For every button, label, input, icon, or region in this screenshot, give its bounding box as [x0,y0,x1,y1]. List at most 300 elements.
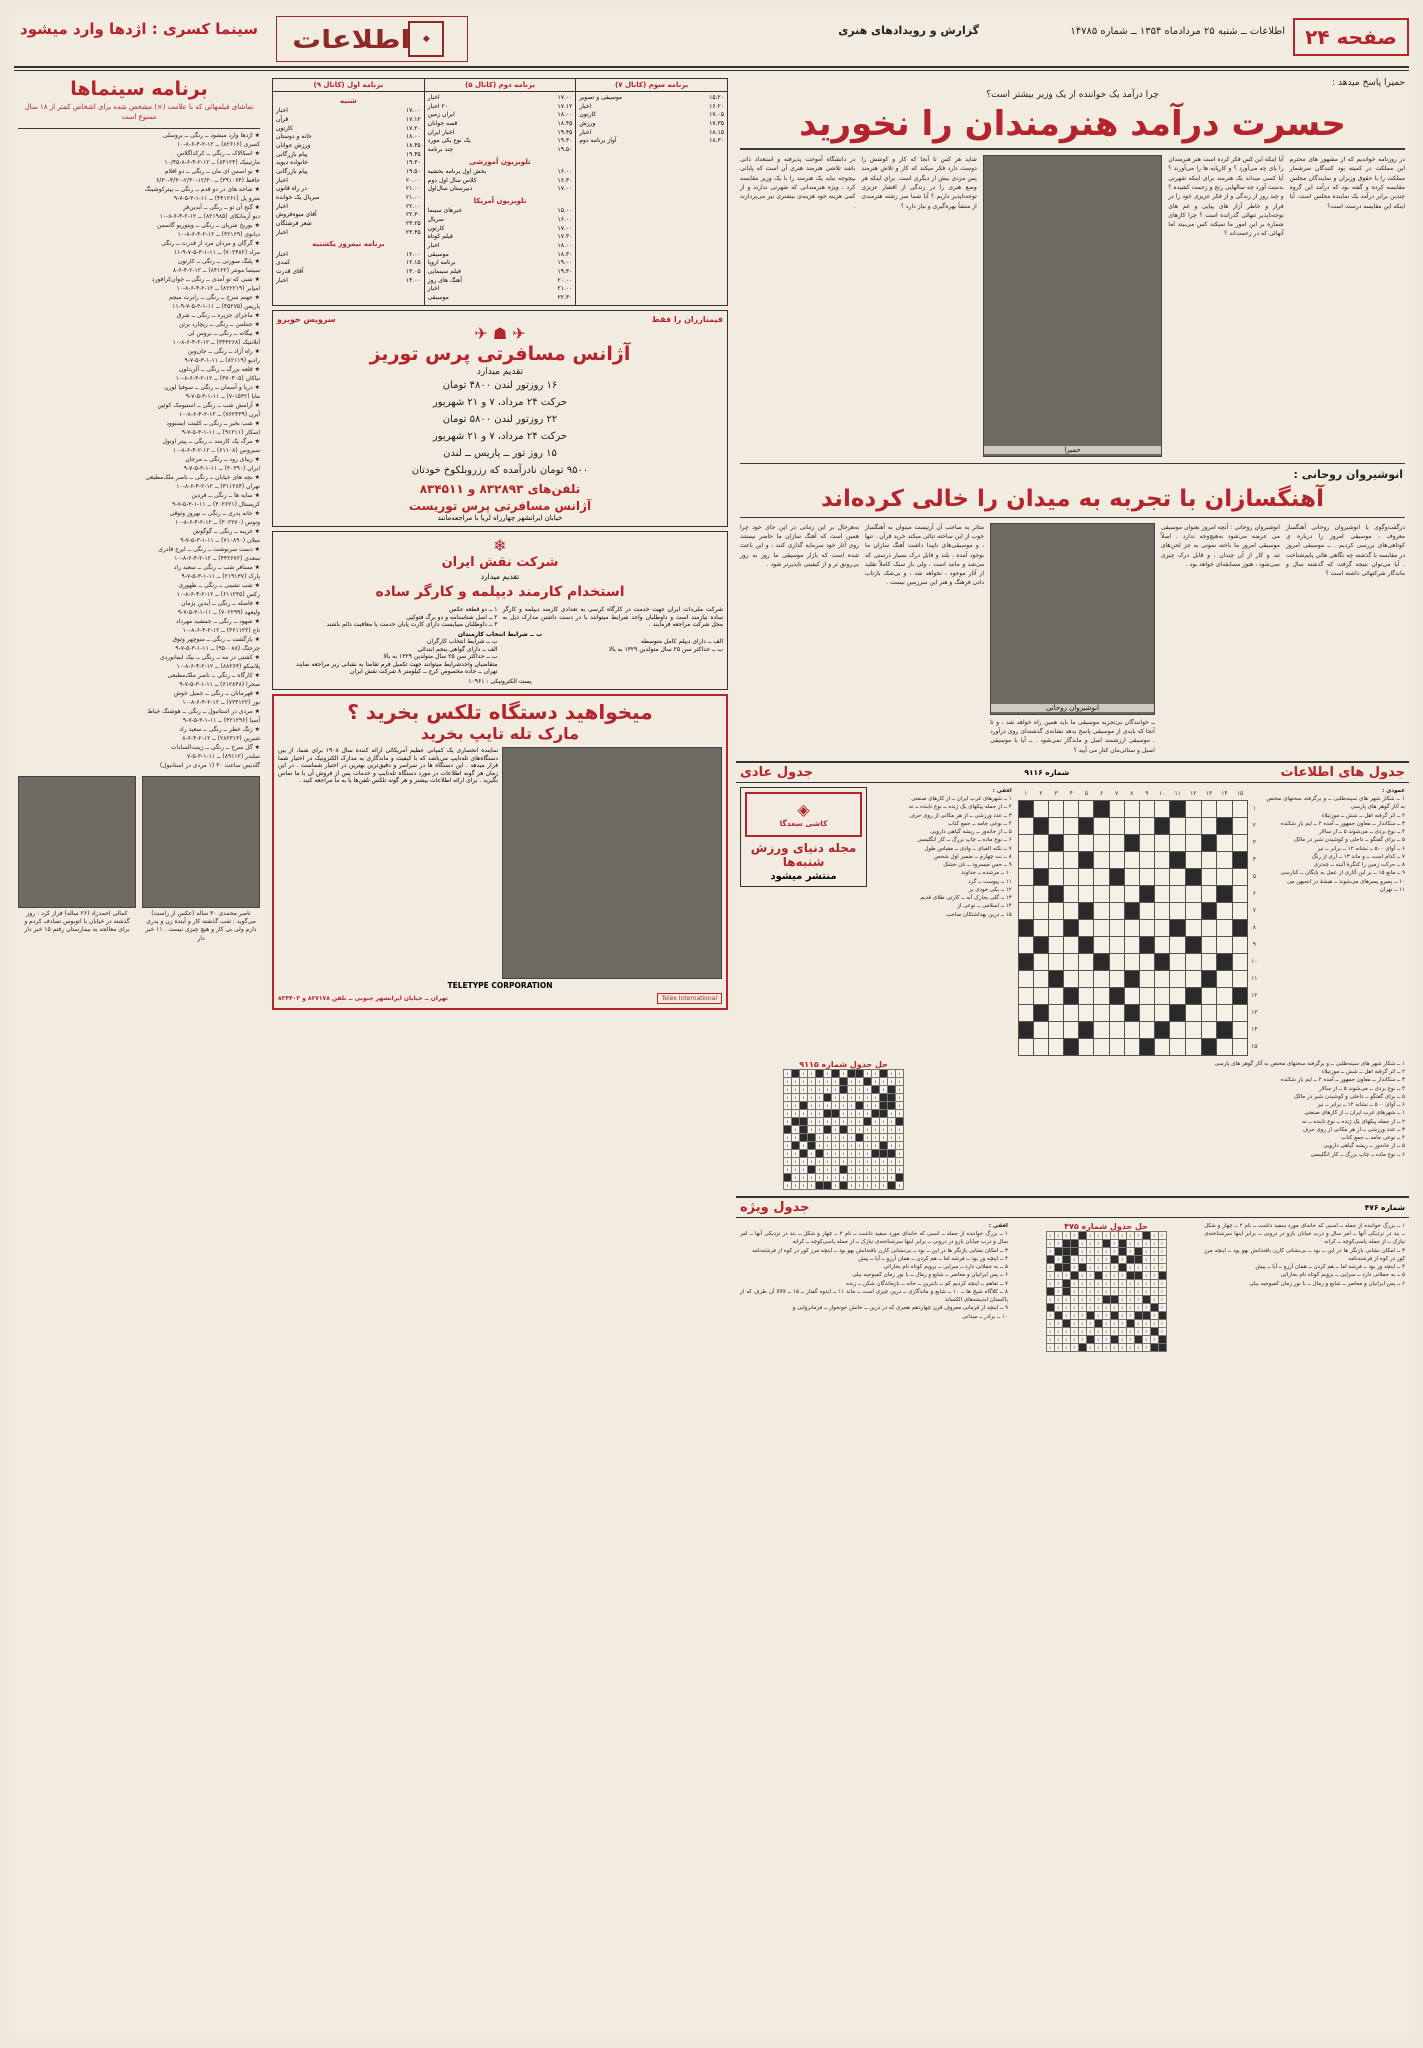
crossword-solution-grid [740,1069,947,1190]
solution-cell: ا [1158,1319,1166,1327]
crossword-cell[interactable] [1139,953,1154,970]
crossword-cell[interactable] [1064,817,1079,834]
crossword-cell[interactable] [1124,987,1139,1004]
crossword-cell[interactable] [1201,800,1217,817]
solution-cell: ا [832,1085,840,1093]
crossword-cell[interactable] [1139,970,1154,987]
solution-cell: ا [1118,1303,1126,1311]
crossword-cell[interactable] [1109,919,1124,936]
crossword-cell[interactable] [1232,902,1248,919]
crossword-cell[interactable] [1049,902,1064,919]
crossword-cell[interactable] [1186,800,1202,817]
crossword-cell[interactable] [1064,936,1079,953]
second-headline: آهنگسازان با تجربه به میدان را خالی کرده‌اند [821,486,1324,513]
crossword-cell[interactable] [1109,868,1124,885]
crossword-cell[interactable] [1064,834,1079,851]
tv-time: ۱۹.۳۰ [405,159,421,167]
crossword-cell[interactable] [1064,800,1079,817]
solution-cell: ا [1158,1231,1166,1239]
crossword-cell[interactable] [1049,953,1064,970]
crossword-cell[interactable] [1217,936,1233,953]
crossword-cell[interactable] [1139,919,1154,936]
crossword-cell[interactable] [1049,885,1064,902]
solution-cell: ا [1046,1263,1054,1271]
crossword-cell[interactable] [1094,885,1109,902]
crossword-cell[interactable] [1232,800,1248,817]
crossword-cell[interactable] [1109,1021,1124,1038]
solution-cell: ا [808,1101,816,1109]
crossword-cell[interactable] [1049,970,1064,987]
crossword-cell[interactable] [1154,953,1170,970]
crossword-cell[interactable] [1154,800,1170,817]
crossword-number: شماره ۹۱۱۶ [1024,767,1070,777]
crossword-cell[interactable] [1232,834,1248,851]
crossword-cell[interactable] [1018,817,1033,834]
crossword-cell[interactable] [1094,851,1109,868]
crossword-col-number: ۱۳ [1205,789,1213,797]
crossword-cell[interactable] [1033,1021,1048,1038]
crossword-cell[interactable] [1232,1038,1248,1055]
ad-travel-offer-line: ۱۵ روز تور ــ پاریس ــ لندن [443,447,557,459]
solution-cell: ا [1046,1295,1054,1303]
cinema-listing-item: ★ گل سرخ ــ رنگی ــ زینت‌السادات [170,743,260,751]
cinema-listing-item: ★ کارگاه ــ رنگی ــ ناصر ملک‌مطیعی [167,671,260,679]
crossword-cell[interactable] [1018,868,1033,885]
crossword-cell[interactable] [1033,987,1048,1004]
crossword-cell[interactable] [1186,1038,1202,1055]
crossword-cell[interactable] [1232,868,1248,885]
crossword-cell[interactable] [1033,1038,1048,1055]
crossword-cell[interactable] [1217,1004,1233,1021]
crossword-cell[interactable] [1033,936,1048,953]
solution-cell: ا [1142,1303,1150,1311]
crossword-cell[interactable] [1139,800,1154,817]
solution-cell: ا [792,1181,800,1189]
solution-cell: ا [1078,1287,1086,1295]
crossword-cell[interactable] [1079,970,1094,987]
crossword-cell[interactable] [1139,817,1154,834]
crossword-cell[interactable] [1186,1021,1202,1038]
crossword-cell[interactable] [1201,1038,1217,1055]
tv-time: ۲۲.۳۰ [557,294,573,302]
crossword-cell[interactable] [1064,1004,1079,1021]
crossword-cell[interactable] [1217,1021,1233,1038]
crossword-cell[interactable] [1154,936,1170,953]
crossword-cell[interactable] [1033,902,1048,919]
crossword-cell[interactable] [1154,902,1170,919]
crossword-cell[interactable] [1186,902,1202,919]
crossword-cell[interactable] [1049,851,1064,868]
crossword-cell[interactable] [1049,817,1064,834]
crossword-cell[interactable] [1186,970,1202,987]
crossword-cell[interactable] [1232,953,1248,970]
tv-time: ۱۶.۰۰ [557,167,573,175]
crossword-cell[interactable] [1033,851,1048,868]
crossword-solution-notes [953,1060,1405,1159]
crossword-cell[interactable] [1201,868,1217,885]
crossword-cell[interactable] [1232,817,1248,834]
solution-cell: ا [1142,1279,1150,1287]
solution-row [1046,1287,1166,1295]
crossword-cell[interactable] [1217,953,1233,970]
crossword-cell[interactable] [1049,919,1064,936]
crossword-cell[interactable] [1079,834,1094,851]
crossword-cell[interactable] [1201,936,1217,953]
crossword-cell[interactable] [1079,1021,1094,1038]
crossword-cell[interactable] [1154,868,1170,885]
crossword-cell[interactable] [1064,851,1079,868]
crossword-cell[interactable] [1064,970,1079,987]
tv-time: ۱۸.۱۵ [709,128,724,136]
crossword-cell[interactable] [1094,919,1109,936]
crossword-cell[interactable] [1018,885,1033,902]
solution-cell: ا [784,1117,792,1125]
crossword-cell[interactable] [1217,834,1233,851]
solution-cell: ا [1126,1335,1134,1343]
crossword-cell[interactable] [1154,1004,1170,1021]
crossword-cell[interactable] [1201,834,1217,851]
crossword-cell[interactable] [1079,1004,1094,1021]
crossword-table[interactable] [1018,787,1261,1056]
crossword-cell[interactable] [1217,970,1233,987]
crossword-cell[interactable] [1109,936,1124,953]
crossword-cell[interactable] [1064,868,1079,885]
crossword-cell[interactable] [1232,1004,1248,1021]
crossword-cell[interactable] [1139,885,1154,902]
crossword-cell[interactable] [1033,953,1048,970]
crossword-cell[interactable] [1139,834,1154,851]
solution-cell: ا [1118,1231,1126,1239]
crossword-cell[interactable] [1217,868,1233,885]
crossword-cell[interactable] [1094,953,1109,970]
crossword-cell[interactable] [1018,902,1033,919]
crossword-cell[interactable] [1064,902,1079,919]
crossword-cell[interactable] [1018,970,1033,987]
crossword-cell[interactable] [1139,902,1154,919]
crossword-cell[interactable] [1124,1038,1139,1055]
crossword-cell[interactable] [1170,851,1186,868]
crossword-cell[interactable] [1079,885,1094,902]
crossword-cell[interactable] [1186,1004,1202,1021]
crossword-cell[interactable] [1201,1021,1217,1038]
crossword-cell[interactable] [1186,868,1202,885]
crossword-cell[interactable] [1232,970,1248,987]
crossword-across-clues [873,795,1012,919]
crossword-cell[interactable] [1049,834,1064,851]
crossword-cell[interactable] [1094,1021,1109,1038]
crossword-cell[interactable] [1049,868,1064,885]
crossword-cell[interactable] [1170,817,1186,834]
ad-job-title: استخدام کارمند دیپلمه و کارگر ساده [375,584,625,601]
crossword-cell[interactable] [1139,851,1154,868]
crossword-cell[interactable] [1201,1004,1217,1021]
crossword-cell[interactable] [1139,868,1154,885]
solution-cell: ا [792,1125,800,1133]
crossword-cell[interactable] [1186,817,1202,834]
crossword-cell[interactable] [1217,919,1233,936]
crossword-cell[interactable] [1094,800,1109,817]
crossword-cell[interactable] [1124,902,1139,919]
crossword-cell[interactable] [1018,1021,1033,1038]
crossword-cell[interactable] [1201,902,1217,919]
crossword-cell[interactable] [1033,970,1048,987]
crossword-cell[interactable] [1139,936,1154,953]
crossword-cell[interactable] [1170,902,1186,919]
crossword-cell[interactable] [1109,987,1124,1004]
crossword-cell[interactable] [1124,851,1139,868]
cinema-listing-item: ★ غریبه ــ رنگی ــ گوگوش [192,527,260,535]
crossword-cell[interactable] [1049,1004,1064,1021]
tv-time: ۲۲.۰۰ [405,202,421,210]
crossword-cell[interactable] [1217,885,1233,902]
crossword-clue: ۴ ــ نوعی جامه ــ جمع کتاب [947,820,1012,827]
crossword-cell[interactable] [1170,868,1186,885]
crossword-cell[interactable] [1170,936,1186,953]
crossword-cell[interactable] [1154,970,1170,987]
crossword-cell[interactable] [1064,953,1079,970]
crossword-cell[interactable] [1186,936,1202,953]
crossword-cell[interactable] [1094,987,1109,1004]
solution-cell: ا [840,1149,848,1157]
crossword-row [1018,902,1260,919]
solution-row [1046,1311,1166,1319]
crossword-cell[interactable] [1033,1004,1048,1021]
crossword-cell[interactable] [1018,800,1033,817]
tv-time: ۱۷.۲۰ [405,124,421,132]
tv-row [276,177,421,186]
crossword-cell[interactable] [1170,1038,1186,1055]
crossword-cell[interactable] [1033,885,1048,902]
solution-cell: ا [1054,1303,1062,1311]
bottom-photo-row [14,770,264,946]
crossword-cell[interactable] [1201,953,1217,970]
crossword-cell[interactable] [1217,902,1233,919]
solution-cell: ا [888,1133,896,1141]
solution-cell [800,1133,808,1141]
crossword-cell[interactable] [1109,885,1124,902]
crossword-cell[interactable] [1064,1021,1079,1038]
crossword-cell[interactable] [1170,800,1186,817]
solution-cell [1046,1303,1054,1311]
crossword-cell[interactable] [1201,817,1217,834]
solution-cell: ا [824,1133,832,1141]
crossword-cell[interactable] [1186,987,1202,1004]
crossword-cell[interactable] [1154,885,1170,902]
crossword-cell[interactable] [1079,851,1094,868]
crossword-cell[interactable] [1049,1038,1064,1055]
crossword-cell[interactable] [1201,987,1217,1004]
crossword-cell[interactable] [1154,1038,1170,1055]
crossword-cell[interactable] [1170,987,1186,1004]
solution-cell: ا [784,1093,792,1101]
crossword-cell[interactable] [1079,936,1094,953]
crossword-cell[interactable] [1018,1004,1033,1021]
crossword-cell[interactable] [1079,953,1094,970]
solution-cell: ا [808,1093,816,1101]
crossword-cell[interactable] [1217,851,1233,868]
solution-cell [1086,1335,1094,1343]
crossword-cell[interactable] [1018,851,1033,868]
crossword-cell[interactable] [1154,987,1170,1004]
crossword-cell[interactable] [1079,868,1094,885]
crossword-cell[interactable] [1232,851,1248,868]
crossword-solution-note: ۳ ــ سکاندار ــ معاون جمهور ــ آمده ۲ ــ ایم بار شکنده [1280,1077,1405,1084]
crossword-cell[interactable] [1109,817,1124,834]
crossword-cell[interactable] [1094,902,1109,919]
crossword-cell[interactable] [1109,1004,1124,1021]
crossword-cell[interactable] [1079,1038,1094,1055]
newspaper-logo [276,16,468,62]
crossword-cell[interactable] [1124,834,1139,851]
solution-cell [1062,1287,1070,1295]
crossword-cell[interactable] [1232,885,1248,902]
solution-cell: ا [1142,1239,1150,1247]
crossword-cell[interactable] [1201,851,1217,868]
solution-cell: ا [1102,1335,1110,1343]
crossword-cell[interactable] [1018,953,1033,970]
crossword-cell[interactable] [1094,868,1109,885]
crossword-cell[interactable] [1154,834,1170,851]
crossword-cell[interactable] [1170,1021,1186,1038]
crossword-cell[interactable] [1201,885,1217,902]
crossword-cell[interactable] [1018,834,1033,851]
crossword-cell[interactable] [1079,919,1094,936]
crossword-cell[interactable] [1201,919,1217,936]
crossword-cell[interactable] [1139,1004,1154,1021]
crossword-cell[interactable] [1170,970,1186,987]
crossword-cell[interactable] [1049,936,1064,953]
crossword-cell[interactable] [1154,817,1170,834]
solution-cell: ا [848,1109,856,1117]
tv-time: ۱۷.۳۰ [557,233,573,241]
crossword-cell[interactable] [1033,834,1048,851]
crossword-cell[interactable] [1170,834,1186,851]
solution-cell: ا [1150,1271,1158,1279]
crossword-cell[interactable] [1094,970,1109,987]
solution-cell [888,1149,896,1157]
crossword-cell[interactable] [1109,851,1124,868]
crossword-cell[interactable] [1094,936,1109,953]
crossword-cell[interactable] [1186,834,1202,851]
lead-col-1: در روزنامه خواندیم که از مشهور های محترم این مملکت در کمیته بود کنندگان سرشمار مملکت را با حقوق وزیران و نمایندگان مجلس مقایسه کرده و گفته بود که درآمد این گروه چندین برابر درآمد یک نماینده مجلس است. آیا اینکه این مقایسه درست است؟ [1289,156,1405,210]
crossword-cell[interactable] [1109,834,1124,851]
cinema-listing-item: ★ راه آزاد ــ رنگی ــ جان‌وین [187,347,260,355]
crossword-cell[interactable] [1109,800,1124,817]
crossword-cell[interactable] [1154,1021,1170,1038]
crossword-cell[interactable] [1079,987,1094,1004]
crossword-cell[interactable] [1186,919,1202,936]
crossword-cell[interactable] [1232,936,1248,953]
crossword-cell[interactable] [1139,987,1154,1004]
ad-job-body: شرکت ملی‌دات ایران جهت خدمت در کارگاه کرسی به تعدادی کارمند دیپلمه و کارگر ساده نیازمند است و داوطلبان واجد شرایط میتوانند با در دست داشتن مدارک ذیل به محل شرکت مراجعه فرمایند . [502,606,723,629]
crossword-cell[interactable] [1124,953,1139,970]
crossword-cell[interactable] [1033,817,1048,834]
crossword-cell[interactable] [1170,953,1186,970]
crossword-cell[interactable] [1201,970,1217,987]
crossword-cell[interactable] [1232,1021,1248,1038]
crossword-cell[interactable] [1170,919,1186,936]
second-photo [990,523,1155,715]
crossword-cell[interactable] [1170,885,1186,902]
crossword-cell[interactable] [1049,800,1064,817]
crossword-cell[interactable] [1124,868,1139,885]
crossword-cell[interactable] [1217,817,1233,834]
crossword-cell[interactable] [1186,953,1202,970]
solution-cell: ا [1062,1303,1070,1311]
crossword-cell[interactable] [1217,987,1233,1004]
crossword-cell[interactable] [1094,1038,1109,1055]
crossword-grid[interactable] [1018,787,1261,1056]
ad-job-docs [277,606,498,629]
crossword-cell[interactable] [1018,919,1033,936]
ad-travel-tagline: تقدیم میدارد [476,366,524,377]
crossword-cell[interactable] [1124,936,1139,953]
crossword-cell[interactable] [1064,1038,1079,1055]
crossword-cell[interactable] [1232,987,1248,1004]
crossword-cell[interactable] [1018,936,1033,953]
crossword-cell[interactable] [1033,800,1048,817]
solution-cell: ا [1062,1335,1070,1343]
crossword-cell[interactable] [1124,817,1139,834]
crossword-cell[interactable] [1079,902,1094,919]
crossword-cell[interactable] [1170,1004,1186,1021]
crossword-cell[interactable] [1079,800,1094,817]
crossword-cell[interactable] [1064,885,1079,902]
crossword-cell[interactable] [1232,919,1248,936]
crossword-cell[interactable] [1049,1021,1064,1038]
paper-surface [14,14,1409,2034]
crossword-cell[interactable] [1018,987,1033,1004]
crossword-cell[interactable] [1186,885,1202,902]
crossword-cell[interactable] [1109,953,1124,970]
crossword-cell[interactable] [1079,817,1094,834]
crossword-cell[interactable] [1124,1004,1139,1021]
crossword-cell[interactable] [1064,919,1079,936]
crossword-cell[interactable] [1217,800,1233,817]
crossword-cell[interactable] [1217,1038,1233,1055]
crossword-cell[interactable] [1109,970,1124,987]
crossword-cell[interactable] [1124,970,1139,987]
solution-cell: ا [848,1077,856,1085]
crossword-cell[interactable] [1139,1021,1154,1038]
crossword-cell[interactable] [1033,868,1048,885]
crossword-cell[interactable] [1094,834,1109,851]
logo-text: اطلاعات [291,24,411,54]
crossword-cell[interactable] [1139,1038,1154,1055]
solution-cell [1094,1319,1102,1327]
crossword-cell[interactable] [1186,851,1202,868]
solution-cell [1134,1255,1142,1263]
solution-cell: ا [832,1077,840,1085]
crossword-cell[interactable] [1033,919,1048,936]
crossword-cell[interactable] [1124,800,1139,817]
crossword-cell[interactable] [1049,987,1064,1004]
tv-program: اخبار [427,241,440,249]
crossword-cell[interactable] [1109,902,1124,919]
crossword-cell[interactable] [1018,1038,1033,1055]
crossword-cell[interactable] [1094,817,1109,834]
crossword-cell[interactable] [1154,851,1170,868]
crossword-cell[interactable] [1124,885,1139,902]
crossword-cell[interactable] [1154,919,1170,936]
crossword-cell[interactable] [1109,1038,1124,1055]
crossword-cell[interactable] [1124,919,1139,936]
crossword-cell[interactable] [1124,1021,1139,1038]
photo-person-1 [142,776,260,908]
crossword-cell[interactable] [1064,987,1079,1004]
tv-row [428,129,573,138]
crossword-cell[interactable] [1094,1004,1109,1021]
